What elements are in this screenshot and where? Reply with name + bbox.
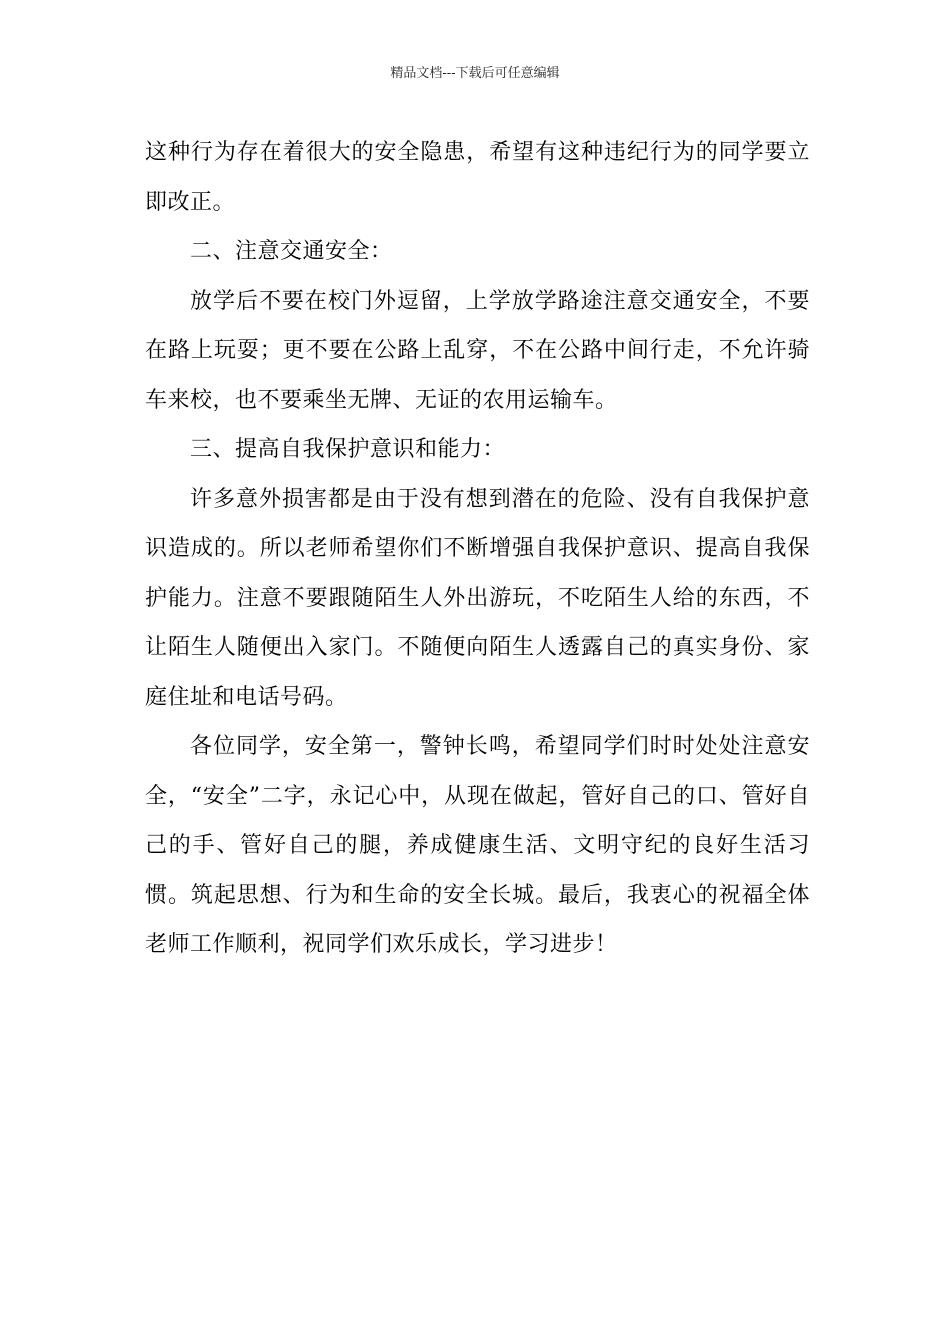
section-heading-self-protection: 三、提高自我保护意识和能力：	[190, 437, 506, 462]
paragraph-self-protection: 许多意外损害都是由于没有想到潜在的危险、没有自我保护意识造成的。所以老师希望你们不断增强自我保护意识、提高自我保护能力。注意不要跟随陌生人外出游玩，不吃陌生人给的东西，不让陌生人随便出入家门。不随便向陌生人透露自己的真实身份、家庭住址和电话号码。	[145, 486, 810, 710]
section-heading-traffic-safety: 二、注意交通安全：	[190, 239, 393, 264]
document-body	[145, 128, 810, 970]
page-header: 精品文档---下载后可任意编辑	[390, 66, 560, 81]
paragraph-traffic-safety: 放学后不要在校门外逗留，上学放学路途注意交通安全，不要在路上玩耍；更不要在公路上乱穿，不在公路中间行走，不允许骑车来校，也不要乘坐无牌、无证的农用运输车。	[145, 288, 810, 413]
paragraph-closing: 各位同学，安全第一，警钟长鸣，希望同学们时时处处注意安全，“安全”二字，永记心中，从现在做起，管好自己的口、管好自己的手、管好自己的腿，养成健康生活、文明守纪的良好生活习惯。筑起思想、行为和生命的安全长城。最后，我衷心的祝福全体老师工作顺利，祝同学们欢乐成长，学习进步！	[145, 734, 810, 957]
paragraph-continuation: 这种行为存在着很大的安全隐患，希望有这种违纪行为的同学要立即改正。	[145, 140, 810, 215]
